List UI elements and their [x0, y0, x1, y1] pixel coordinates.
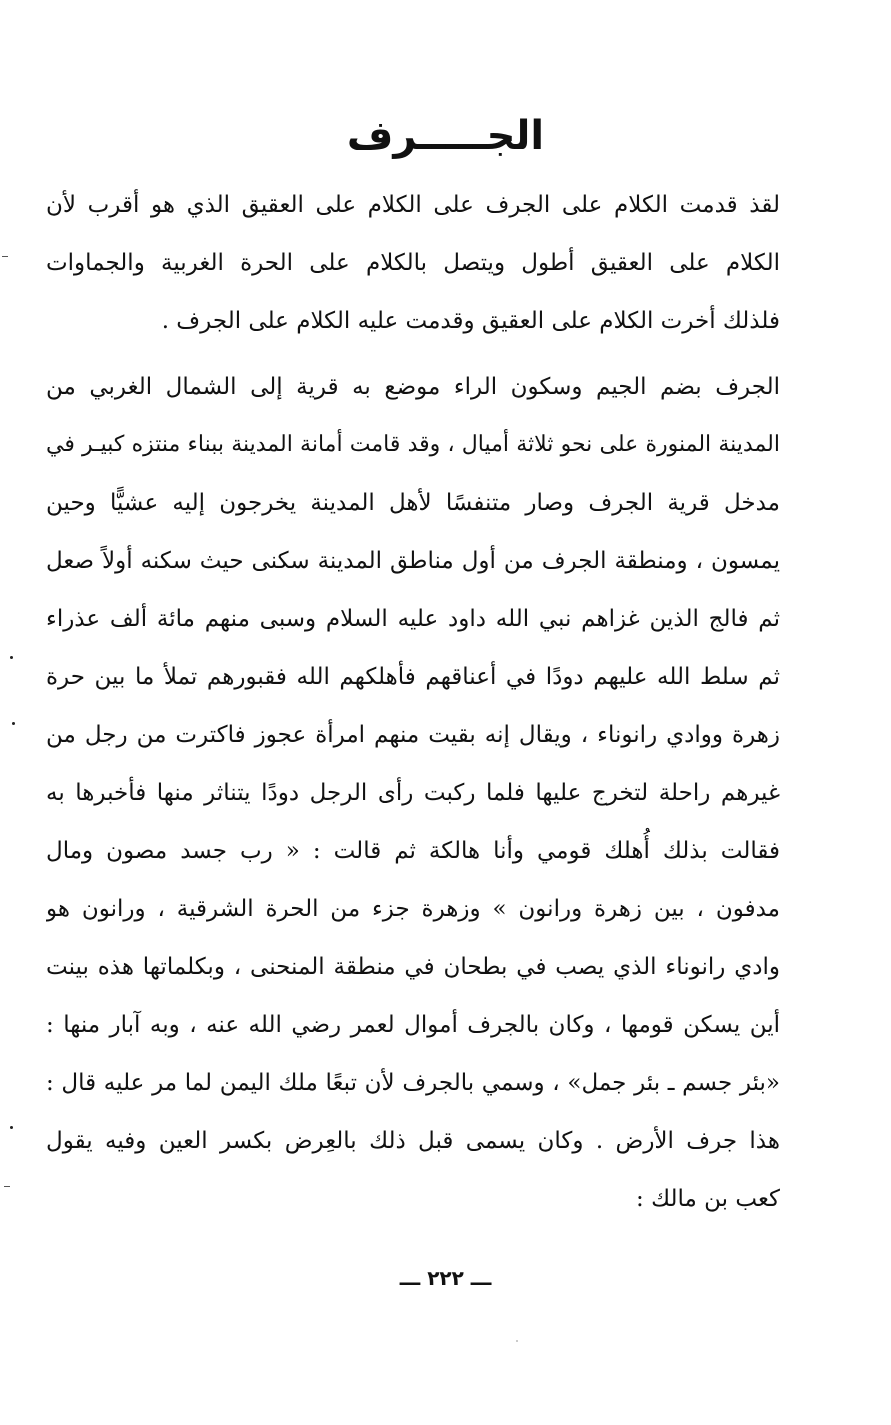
text-line: أين يسكن قومها ، وكان بالجرف أموال لعمر رضي الله عنه ، وبه آبار منها :: [46, 1012, 780, 1038]
text-line: فلذلك أخرت الكلام على العقيق وقدمت عليه الكلام على الجرف .: [161, 308, 780, 334]
body-text: [46, 176, 780, 1228]
text-line: الكلام على العقيق أطول ويتصل بالكلام على الحرة الغربية والجماوات: [46, 250, 780, 276]
text-line: لقذ قدمت الكلام على الجرف على الكلام على العقيق الذي هو أقرب لأن: [46, 192, 780, 218]
text-line: هذا جرف الأرض . وكان يسمى قبل ذلك بالعِرض بكسر العين وفيه يقول: [46, 1128, 780, 1154]
text-line: مدخل قرية الجرف وصار متنفسًا لأهل المدينة يخرجون إليه عشيًّا وحين: [46, 490, 780, 516]
scan-speck: [516, 1340, 518, 1342]
page-title: الجـــــرف: [346, 113, 545, 159]
text-line: وادي رانوناء الذي يصب في بطحان في منطقة المنحنى ، وبكلماتها هذه بينت: [46, 954, 780, 980]
text-line: مدفون ، بين زهرة ورانون » وزهرة جزء من الحرة الشرقية ، ورانون هو: [46, 896, 780, 922]
text-line: المدينة المنورة على نحو ثلاثة أميال ، وقد قامت أمانة المدينة ببناء منتزه كبيـر في: [46, 432, 780, 457]
text-line: غيرهم راحلة لتخرج عليها فلما ركبت رأى الرجل دودًا يتناثر منها فأخبرها به: [46, 780, 780, 806]
text-line: يمسون ، ومنطقة الجرف من أول مناطق المدينة سكنى حيث سكنه أولاً صعل: [46, 548, 780, 574]
scan-mark: [10, 1126, 13, 1129]
text-line: «بئر جسم ـ بئر جمل» ، وسمي بالجرف لأن تبعًا ملك اليمن لما مر عليه قال :: [46, 1070, 780, 1096]
page-number: ـــ ٢٢٢ ـــ: [399, 1266, 492, 1290]
text-line: الجرف بضم الجيم وسكون الراء موضع به قرية إلى الشمال الغربي من: [46, 374, 780, 400]
text-line: زهرة ووادي رانوناء ، ويقال إنه بقيت منهم امرأة عجوز فاكترت من رجل من: [46, 722, 780, 748]
paragraph: [46, 176, 780, 350]
text-line: ثم فالج الذين غزاهم نبي الله داود عليه السلام وسبى منهم مائة ألف عذراء: [46, 606, 780, 632]
scan-mark: [10, 656, 13, 659]
scan-mark: [12, 722, 15, 725]
text-line: فقالت بذلك أُهلك قومي وأنا هالكة ثم قالت : « رب جسد مصون ومال: [46, 838, 780, 864]
paragraph-gap: [46, 350, 780, 358]
text-line: ثم سلط الله عليهم دودًا في أعناقهم فأهلكهم الله فقبورهم تملأ ما بين حرة: [46, 664, 780, 690]
scan-mark: [2, 256, 8, 257]
paragraph: [46, 358, 780, 1228]
text-line: كعب بن مالك :: [636, 1186, 780, 1212]
scan-mark: [4, 1186, 10, 1187]
